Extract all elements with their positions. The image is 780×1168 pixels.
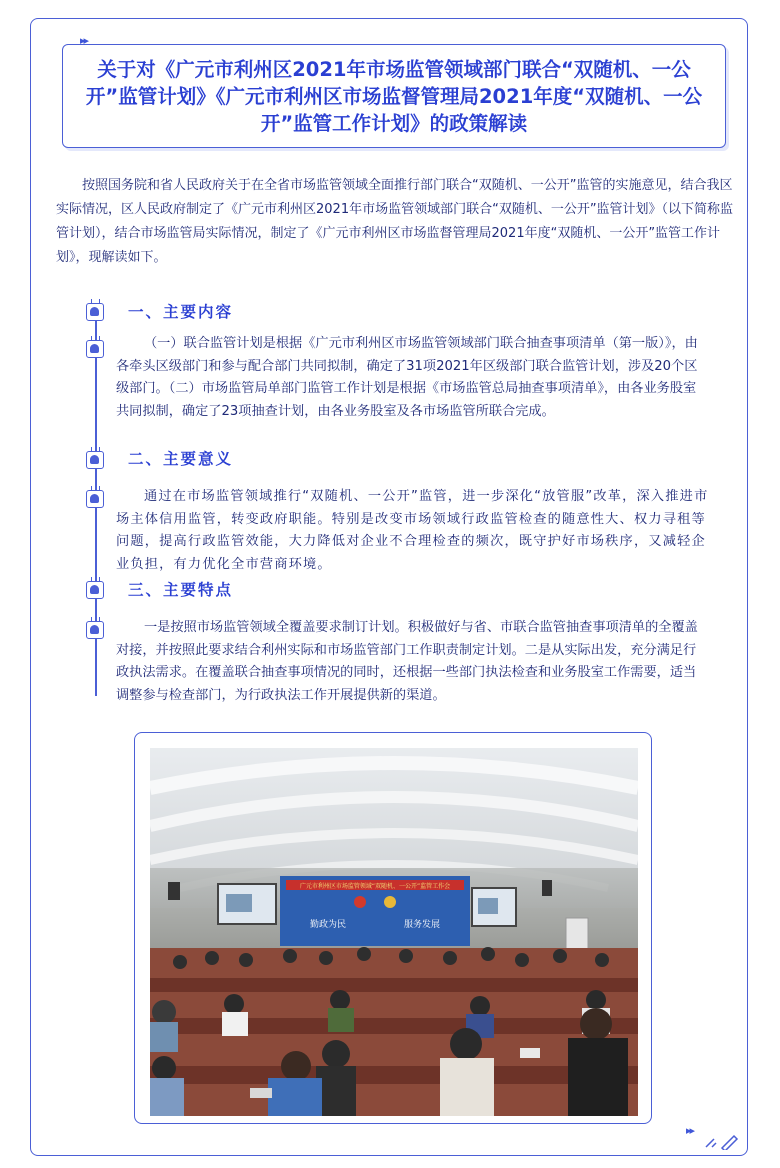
double-arrow-icon: ▸▸	[80, 34, 88, 47]
timeline-node-icon	[86, 340, 104, 358]
timeline-node-icon	[86, 581, 104, 599]
timeline-node-icon	[86, 303, 104, 321]
meeting-photo	[150, 748, 638, 1116]
photo-banner: 广元市利州区市场监管领域“双随机、一公开”监管工作会	[299, 883, 451, 890]
title-box	[62, 44, 726, 148]
section-body-features: 一是按照市场监管领域全覆盖要求制订计划。积极做好与省、市联合监管抽查事项清单的全覆盖对接，并按照此要求结合利州实际和市场监管部门工作职责制定计划。二是从实际出发，充分满足行政执法需求。在覆盖联合抽查事项情况的同时，还根据一些部门执法检查和业务股室工作需要，适当调整参与检查部门，为行政执法工作开展提供新的渠道。	[116, 620, 698, 703]
section-heading-significance: 二、主要意义	[128, 450, 234, 468]
photo-slogan-right: 服务发展	[403, 920, 441, 930]
section-heading-features: 三、主要特点	[128, 581, 234, 599]
intro-paragraph: 按照国务院和省人民政府关于在全省市场监管领域全面推行部门联合“双随机、一公开”监管的实施意见，结合我区实际情况，区人民政府制定了《广元市利州区2021年市场监管领域部门联合“双随机、一公开”监管计划》（以下简称监管计划），结合市场监管局实际情况，制定了《广元市利州区市场监督管理局2021年度“双随机、一公开”监管工作计划》，现解读如下。	[56, 178, 734, 265]
section-body-content: （一）联合监管计划是根据《广元市利州区市场监管领域部门联合抽查事项清单（第一版）》，由各牵头区级部门和参与配合部门共同拟制，确定了31项2021年区级部门联合监管计划，涉及20个区级部门。（二）市场监管局单部门监管工作计划是根据《市场监管总局抽查事项清单》，由各业务股室共同拟制，确定了23项抽查计划，由各业务股室及各市场监管所联合完成。	[116, 336, 698, 419]
double-arrow-icon: ▸▸	[686, 1124, 694, 1137]
section-body-significance: 通过在市场监管领域推行“双随机、一公开”监管，进一步深化“放管服”改革，深入推进市场主体信用监管，转变政府职能。特别是改变市场领域行政监管检查的随意性大、权力寻租等问题，提高行政监管效能，大力降低对企业不合理检查的频次，既守护好市场秩序，又减轻企业负担，有力优化全市营商环境。	[116, 489, 709, 572]
pencil-icon	[704, 1132, 740, 1150]
timeline-node-icon	[86, 451, 104, 469]
page-title: 关于对《广元市利州区2021年市场监管领域部门联合“双随机、一公开”监管计划》《广元市利州区市场监督管理局2021年度“双随机、一公开”监管工作计划》的政策解读	[85, 57, 703, 135]
timeline-node-icon	[86, 621, 104, 639]
timeline-node-icon	[86, 490, 104, 508]
meeting-photo-illustration	[150, 748, 638, 1116]
section-heading-content: 一、主要内容	[128, 303, 234, 321]
photo-slogan-left: 勤政为民	[309, 920, 347, 930]
